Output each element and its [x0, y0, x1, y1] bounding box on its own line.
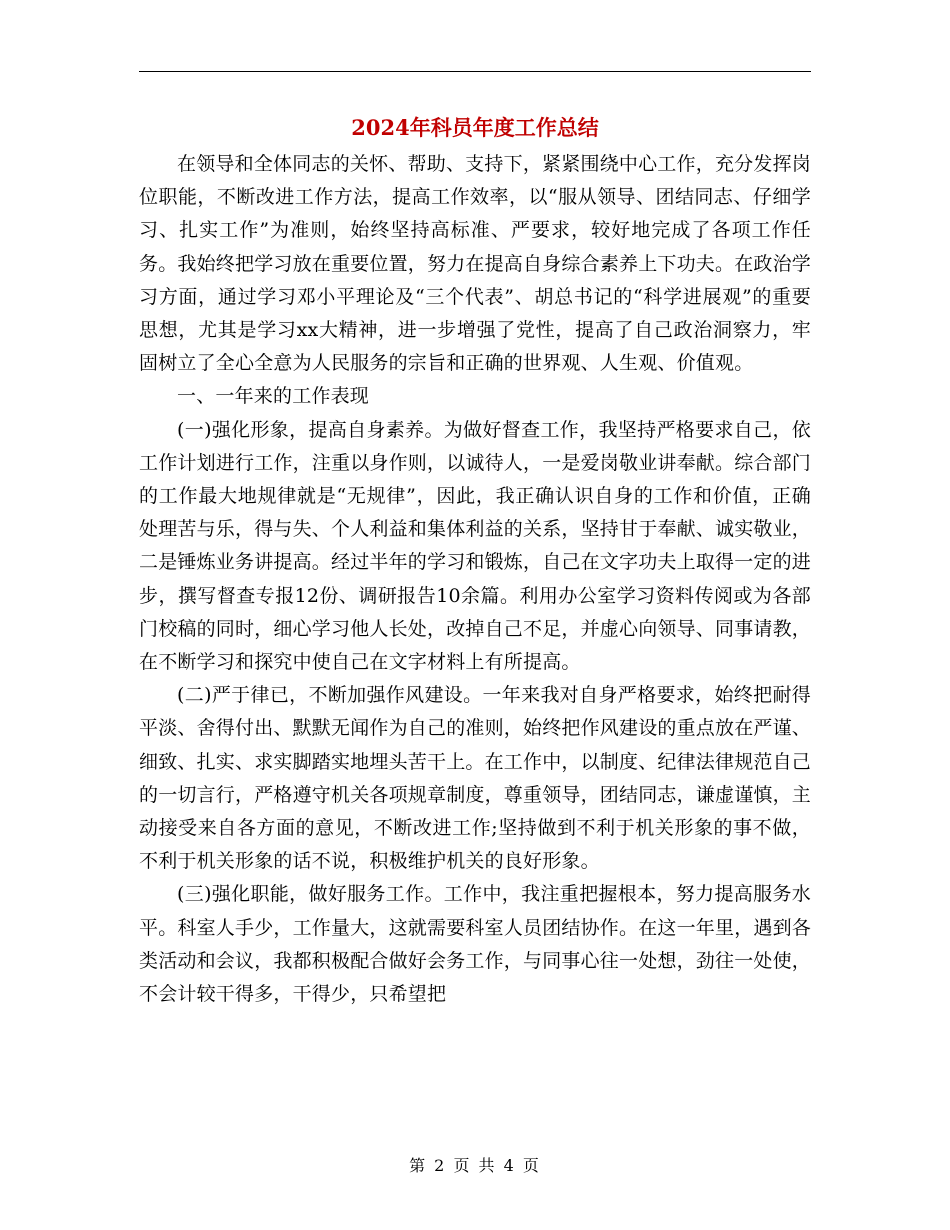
paragraph-section-2: (二)严于律已，不断加强作风建设。一年来我对自身严格要求，始终把耐得平淡、舍得付出、默默无闻作为自己的准则，始终把作风建设的重点放在严谨、细致、扎实、求实脚踏实地埋头苦干上。在工作中，以制度、纪律法律规范自己的一切言行，严格遵守机关各项规章制度，尊重领导，团结同志，谦虚谨慎，主动接受来自各方面的意见，不断改进工作;坚持做到不利于机关形象的事不做，不利于机关形象的话不说，积极维护机关的良好形象。	[139, 684, 812, 873]
header-rule	[139, 71, 811, 72]
paragraph-intro: 在领导和全体同志的关怀、帮助、支持下，紧紧围绕中心工作，充分发挥岗位职能，不断改进工作方法，提高工作效率，以“服从领导、团结同志、仔细学习、扎实工作”为准则，始终坚持高标准、严要求，较好地完成了各项工作任务。我始终把学习放在重要位置，努力在提高自身综合素养上下功夫。在政治学习方面，通过学习邓小平理论及“三个代表”、胡总书记的“科学进展观”的重要思想，尤其是学习xx大精神，进一步增强了党性，提高了自己政治洞察力，牢固树立了全心全意为人民服务的宗旨和正确的世界观、人生观、价值观。	[139, 153, 812, 375]
section-heading: 一、一年来的工作表现	[177, 385, 370, 408]
paragraph-section-3: (三)强化职能，做好服务工作。工作中，我注重把握根本，努力提高服务水平。科室人手少，工作量大，这就需要科室人员团结协作。在这一年里，遇到各类活动和会议，我都积极配合做好会务工作，与同事心往一处想，劲往一处使，不会计较干得多，干得少，只希望把	[139, 883, 812, 1006]
document-body	[139, 148, 811, 1011]
paragraph-section-1: (一)强化形象，提高自身素养。为做好督查工作，我坚持严格要求自己，依工作计划进行工作，注重以身作则，以诚待人，一是爱岗敬业讲奉献。综合部门的工作最大地规律就是“无规律”，因此，我正确认识自身的工作和价值，正确处理苦与乐，得与失、个人利益和集体利益的关系，坚持甘于奉献、诚实敬业，二是锤炼业务讲提高。经过半年的学习和锻炼，自己在文字功夫上取得一定的进步，撰写督查专报12份、调研报告10余篇。利用办公室学习资料传阅或为各部门校稿的同时，细心学习他人长处，改掉自己不足，并虚心向领导、同事请教，在不断学习和探究中使自己在文字材料上有所提高。	[139, 418, 812, 674]
document-title: 2024年科员年度工作总结	[351, 115, 599, 140]
page-footer: 第 2 页 共 4 页	[409, 1156, 541, 1175]
